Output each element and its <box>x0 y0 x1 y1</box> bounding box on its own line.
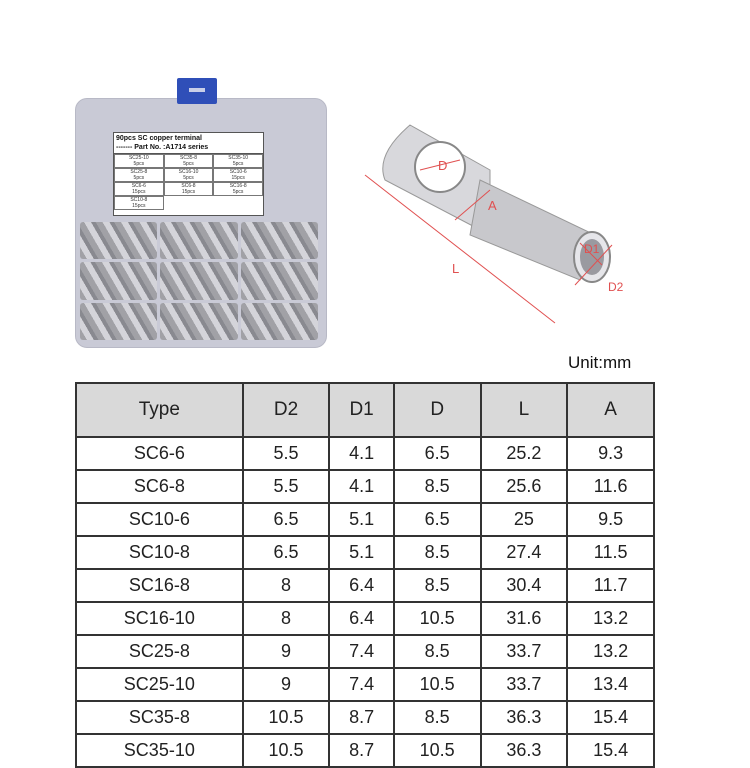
terminal-dimension-diagram <box>340 95 665 330</box>
column-header: Type <box>76 383 243 437</box>
table-row <box>76 569 654 602</box>
table-cell: 10.5 <box>243 701 330 734</box>
compartment-label <box>164 182 214 196</box>
table-row <box>76 635 654 668</box>
table-cell: 5.1 <box>329 536 393 569</box>
box-part-no: ------- Part No. :A1714 series <box>116 144 209 151</box>
box-latch <box>177 78 217 104</box>
table-cell: 10.5 <box>394 734 481 767</box>
table-cell: 25 <box>481 503 568 536</box>
table-cell: 8.5 <box>394 470 481 503</box>
table-cell: 9 <box>243 668 330 701</box>
table-cell: 10.5 <box>394 668 481 701</box>
compartment-qty: 5pcs <box>183 161 194 167</box>
table-cell: 5.5 <box>243 437 330 470</box>
table-cell: SC10-6 <box>76 503 243 536</box>
table-cell: SC6-6 <box>76 437 243 470</box>
compartment-qty: 5pcs <box>232 189 244 195</box>
table-cell: 33.7 <box>481 668 568 701</box>
table-cell: SC25-8 <box>76 635 243 668</box>
dimension-table <box>75 382 655 768</box>
table-cell: SC16-10 <box>76 602 243 635</box>
label-D2: D2 <box>608 280 624 294</box>
compartment-qty: 5pcs <box>232 161 244 167</box>
table-cell: 6.5 <box>394 503 481 536</box>
compartment-type: SC16-10 <box>178 169 199 175</box>
table-cell: 8.7 <box>329 734 393 767</box>
table-cell: 25.2 <box>481 437 568 470</box>
table-cell: 6.5 <box>394 437 481 470</box>
table-cell: 9.5 <box>567 503 654 536</box>
table-cell: 6.4 <box>329 569 393 602</box>
table-cell: 7.4 <box>329 635 393 668</box>
table-cell: 8.5 <box>394 569 481 602</box>
column-header: A <box>567 383 654 437</box>
table-cell: 9 <box>243 635 330 668</box>
compartment-type: SC16-8 <box>229 183 247 189</box>
label-L: L <box>452 261 460 276</box>
table-row <box>76 602 654 635</box>
compartment-qty: 15pcs <box>132 189 146 195</box>
compartment-type: SC10-6 <box>229 169 247 175</box>
table-cell: 6.5 <box>243 536 330 569</box>
table-cell: 33.7 <box>481 635 568 668</box>
column-header: D2 <box>243 383 330 437</box>
table-row <box>76 437 654 470</box>
compartment-label <box>213 168 263 182</box>
table-cell: 25.6 <box>481 470 568 503</box>
table-cell: 27.4 <box>481 536 568 569</box>
table-cell: 6.5 <box>243 503 330 536</box>
table-row <box>76 701 654 734</box>
compartment-qty: 15pcs <box>231 175 245 181</box>
compartment-label <box>114 168 164 182</box>
compartment-qty: 5pcs <box>133 175 145 181</box>
compartment-type: SC6-6 <box>131 183 146 189</box>
compartment-label <box>164 154 214 168</box>
terminal-compartments <box>80 222 318 340</box>
compartment-type: SC10-8 <box>130 197 148 203</box>
label-A: A <box>488 198 497 213</box>
table-cell: 6.4 <box>329 602 393 635</box>
table-cell: 31.6 <box>481 602 568 635</box>
compartment-label <box>164 168 214 182</box>
table-cell: SC35-8 <box>76 701 243 734</box>
table-row <box>76 470 654 503</box>
compartment-label <box>213 154 263 168</box>
compartment-label <box>213 182 263 196</box>
table-cell: 4.1 <box>329 470 393 503</box>
table-cell: 30.4 <box>481 569 568 602</box>
label-D1: D1 <box>584 242 600 256</box>
table-cell: 10.5 <box>394 602 481 635</box>
compartment-type: SC25-10 <box>128 155 149 161</box>
compartment-type: SC25-8 <box>130 169 148 175</box>
table-cell: 8.5 <box>394 536 481 569</box>
compartment-type: SC35-8 <box>180 155 197 161</box>
compartment-type: SC35-10 <box>228 155 249 161</box>
table-row <box>76 668 654 701</box>
table-cell: 8 <box>243 602 330 635</box>
table-row <box>76 536 654 569</box>
unit-label: Unit:mm <box>568 353 632 372</box>
table-cell: 8 <box>243 569 330 602</box>
box-title: 90pcs SC copper terminal <box>116 135 202 142</box>
table-cell: 9.3 <box>567 437 654 470</box>
table-cell: 11.7 <box>567 569 654 602</box>
table-cell: SC16-8 <box>76 569 243 602</box>
table-cell: 8.5 <box>394 635 481 668</box>
compartment-qty: 15pcs <box>132 203 146 209</box>
compartment-type: SC6-8 <box>181 183 196 189</box>
compartment-label <box>114 196 164 210</box>
table-cell: 11.5 <box>567 536 654 569</box>
compartment-label <box>114 154 164 168</box>
table-header-row <box>76 383 654 437</box>
compartment-qty: 5pcs <box>133 161 145 167</box>
table-cell: SC6-8 <box>76 470 243 503</box>
column-header: D <box>394 383 481 437</box>
table-cell: 5.5 <box>243 470 330 503</box>
table-cell: 10.5 <box>243 734 330 767</box>
compartment-label <box>114 182 164 196</box>
table-cell: 15.4 <box>567 734 654 767</box>
table-cell: 15.4 <box>567 701 654 734</box>
table-row <box>76 503 654 536</box>
table-cell: 8.7 <box>329 701 393 734</box>
label-D: D <box>438 158 448 173</box>
table-cell: 13.2 <box>567 602 654 635</box>
column-header: D1 <box>329 383 393 437</box>
table-cell: 36.3 <box>481 734 568 767</box>
table-row <box>76 734 654 767</box>
compartment-qty: 5pcs <box>183 175 194 181</box>
box-label <box>113 132 264 216</box>
compartment-qty: 15pcs <box>181 189 196 195</box>
table-cell: 13.4 <box>567 668 654 701</box>
table-cell: SC35-10 <box>76 734 243 767</box>
table-cell: 36.3 <box>481 701 568 734</box>
table-cell: 11.6 <box>567 470 654 503</box>
table-cell: SC25-10 <box>76 668 243 701</box>
column-header: L <box>481 383 568 437</box>
table-cell: 5.1 <box>329 503 393 536</box>
table-cell: SC10-8 <box>76 536 243 569</box>
table-cell: 7.4 <box>329 668 393 701</box>
table-cell: 8.5 <box>394 701 481 734</box>
table-cell: 4.1 <box>329 437 393 470</box>
table-cell: 13.2 <box>567 635 654 668</box>
